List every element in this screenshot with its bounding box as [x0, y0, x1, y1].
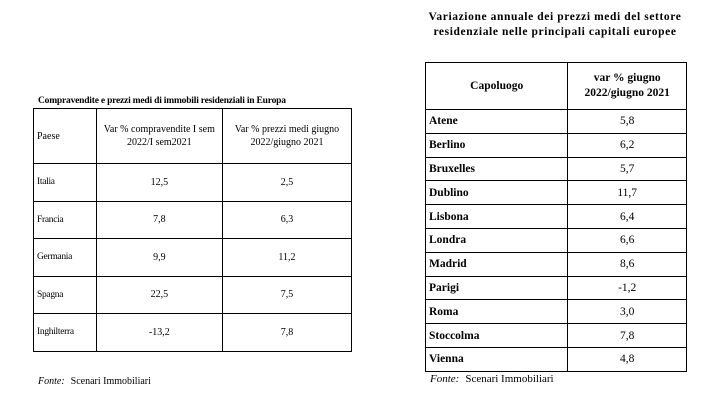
table-row: [426, 205, 687, 229]
country-cell: Germania: [34, 239, 97, 277]
source-value: Scenari Immobiliari: [465, 373, 554, 385]
city-cell: Stoccolma: [426, 324, 568, 348]
header-capoluogo: Capoluogo: [426, 63, 568, 110]
price-var-cell: 7,5: [222, 276, 351, 314]
table-row: [426, 324, 687, 348]
source-label: Fonte:: [430, 373, 460, 385]
city-cell: Dublino: [426, 181, 568, 205]
left-source-note: [38, 376, 151, 387]
city-cell: Berlino: [426, 133, 568, 157]
header-var-giugno: var % giugno 2022/giugno 2021: [568, 63, 687, 110]
table-row: [34, 164, 352, 202]
value-cell: -1,2: [568, 276, 687, 300]
value-cell: 5,8: [568, 110, 687, 134]
table-row: [426, 276, 687, 300]
price-var-cell: 2,5: [222, 164, 351, 202]
header-var-compravendite: Var % compravendite I sem 2022/I sem2021: [96, 109, 222, 164]
sales-var-cell: 12,5: [96, 164, 222, 202]
sales-var-cell: 22,5: [96, 276, 222, 314]
table-row: [426, 252, 687, 276]
source-label: Fonte:: [38, 376, 65, 387]
price-var-cell: 6,3: [222, 201, 351, 239]
table-header-row: [34, 109, 352, 164]
city-cell: Parigi: [426, 276, 568, 300]
sales-var-cell: -13,2: [96, 314, 222, 352]
table-header-row: [426, 63, 687, 110]
value-cell: 3,0: [568, 300, 687, 324]
value-cell: 6,2: [568, 133, 687, 157]
sales-prices-table: [33, 108, 352, 352]
country-cell: Italia: [34, 164, 97, 202]
city-cell: Lisbona: [426, 205, 568, 229]
value-cell: 6,4: [568, 205, 687, 229]
value-cell: 6,6: [568, 228, 687, 252]
sales-var-cell: 9,9: [96, 239, 222, 277]
country-cell: Spagna: [34, 276, 97, 314]
table-row: [426, 157, 687, 181]
value-cell: 8,6: [568, 252, 687, 276]
sales-var-cell: 7,8: [96, 201, 222, 239]
header-var-prezzi: Var % prezzi medi giugno 2022/giugno 2021: [222, 109, 351, 164]
table-row: [426, 133, 687, 157]
city-cell: Bruxelles: [426, 157, 568, 181]
country-cell: Inghilterra: [34, 314, 97, 352]
table-row: [426, 300, 687, 324]
table-row: [426, 110, 687, 134]
table-row: [34, 314, 352, 352]
value-cell: 7,8: [568, 324, 687, 348]
table-row: [426, 347, 687, 371]
table-row: [426, 181, 687, 205]
right-table-title: Variazione annuale dei prezzi medi del settore residenziale nelle principali capitali europee: [428, 11, 682, 38]
table-row: [426, 228, 687, 252]
right-source-note: [430, 373, 554, 385]
city-cell: Madrid: [426, 252, 568, 276]
value-cell: 11,7: [568, 181, 687, 205]
header-paese: Paese: [34, 109, 97, 164]
table-row: [34, 201, 352, 239]
city-cell: Atene: [426, 110, 568, 134]
table-row: [34, 239, 352, 277]
value-cell: 4,8: [568, 347, 687, 371]
price-var-cell: 7,8: [222, 314, 351, 352]
left-table-title: Compravendite e prezzi medi di immobili residenziali in Europa: [38, 96, 286, 106]
table-row: [34, 276, 352, 314]
value-cell: 5,7: [568, 157, 687, 181]
price-var-cell: 11,2: [222, 239, 351, 277]
city-cell: Londra: [426, 228, 568, 252]
city-cell: Vienna: [426, 347, 568, 371]
country-cell: Francia: [34, 201, 97, 239]
source-value: Scenari Immobiliari: [70, 376, 151, 387]
city-cell: Roma: [426, 300, 568, 324]
capitals-prices-table: [425, 62, 687, 372]
